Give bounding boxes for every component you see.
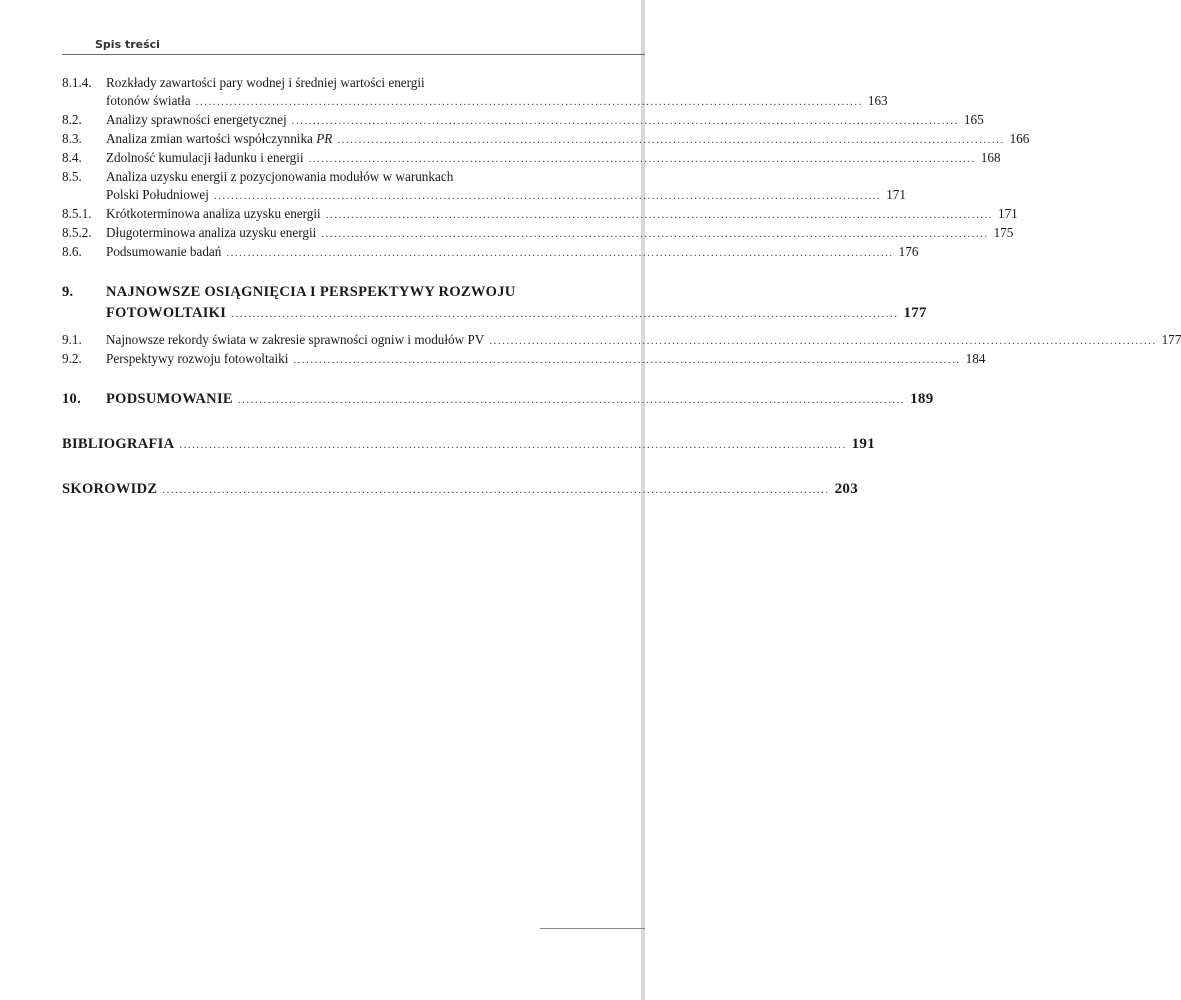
toc-title-line: Rozkłady zawartości pary wodnej i średniej wartości energii (106, 75, 425, 90)
toc-number: 8.4. (62, 150, 82, 165)
toc-number: 9.1. (62, 332, 82, 347)
toc-title-line: FOTOWOLTAIKI (106, 305, 227, 321)
dot-leader: ............................................................................................................................................................. (308, 153, 976, 165)
toc-title: PODSUMOWANIE (106, 391, 233, 407)
toc-entry-8-5-2[interactable] (62, 224, 1014, 243)
toc-entry-8-6[interactable] (62, 243, 919, 262)
toc-title: Krótkoterminowa analiza uzysku energii (106, 206, 321, 221)
toc-title-line: Polski Południowej (106, 187, 209, 202)
toc-number: 9.2. (62, 351, 82, 366)
toc-title: Perspektywy rozwoju fotowoltaiki (106, 351, 289, 366)
dot-leader: ............................................................................................................................................................. (231, 308, 899, 320)
toc-title: Długoterminowa analiza uzysku energii (106, 225, 317, 240)
toc-page: 177 (1161, 332, 1181, 347)
toc-entry-9-1[interactable] (62, 331, 1181, 350)
dot-leader: ............................................................................................................................................................. (291, 115, 959, 127)
toc-number: 8.3. (62, 131, 82, 146)
toc-title-italic: PR (316, 131, 333, 146)
dot-leader: ............................................................................................................................................................. (226, 247, 894, 259)
toc-title-line: NAJNOWSZE OSIĄGNIĘCIA I PERSPEKTYWY ROZWOJU (106, 284, 516, 300)
dot-leader: ............................................................................................................................................................. (321, 228, 989, 240)
dot-leader: ............................................................................................................................................................. (213, 190, 882, 202)
toc-entry-9-2[interactable] (62, 350, 986, 369)
toc-title-line: Analiza uzysku energii z pozycjonowania modułów w warunkach (106, 169, 454, 184)
toc-number: 9. (62, 284, 74, 300)
toc-title (106, 130, 332, 148)
toc-page: 175 (993, 225, 1014, 240)
toc-chapter-10[interactable] (62, 389, 934, 411)
table-of-contents (62, 74, 1181, 501)
toc-page: 165 (963, 112, 984, 127)
toc-title: Najnowsze rekordy świata w zakresie sprawności ogniw i modułów PV (106, 332, 485, 347)
dot-leader: ............................................................................................................................................................. (489, 335, 1157, 347)
dot-leader: ............................................................................................................................................................. (237, 394, 906, 406)
toc-chapter-9[interactable] (62, 282, 927, 325)
toc-page: 176 (898, 244, 919, 259)
toc-page: 189 (910, 391, 934, 407)
toc-page: 177 (903, 305, 927, 321)
dot-leader: ............................................................................................................................................................. (195, 96, 863, 108)
toc-title: BIBLIOGRAFIA (62, 436, 175, 452)
toc-page: 171 (886, 187, 906, 202)
toc-number: 8.6. (62, 244, 82, 259)
toc-title: Analizy sprawności energetycznej (106, 112, 287, 127)
toc-title: SKOROWIDZ (62, 481, 158, 497)
toc-number: 8.1.4. (62, 75, 92, 90)
toc-page: 168 (980, 150, 1001, 165)
toc-page: 171 (997, 206, 1018, 221)
toc-index[interactable] (62, 479, 859, 501)
toc-page: 184 (965, 351, 986, 366)
toc-entry-8-4[interactable] (62, 149, 1001, 168)
toc-number: 8.5.2. (62, 225, 92, 240)
toc-number: 10. (62, 391, 82, 407)
toc-entry-8-2[interactable] (62, 111, 984, 130)
toc-title-line: fotonów światła (106, 93, 191, 108)
toc-title-text: Analiza zmian wartości współczynnika (106, 131, 317, 146)
dot-leader: ............................................................................................................................................................. (325, 209, 993, 221)
running-header: Spis treści (95, 38, 160, 51)
footer-rule (540, 928, 645, 929)
toc-title: Podsumowanie badań (106, 244, 222, 259)
toc-title: Zdolność kumulacji ładunku i energii (106, 150, 304, 165)
toc-bibliography[interactable] (62, 434, 876, 456)
toc-entry-8-3[interactable] (62, 130, 1030, 149)
toc-entry-8-1-4[interactable] (62, 74, 888, 111)
toc-page: 166 (1009, 131, 1030, 146)
dot-leader: ............................................................................................................................................................. (179, 439, 847, 451)
dot-leader: ............................................................................................................................................................. (162, 484, 830, 496)
dot-leader: ............................................................................................................................................................. (337, 134, 1005, 146)
toc-number: 8.2. (62, 112, 82, 127)
toc-entry-8-5[interactable] (62, 168, 906, 205)
header-rule (62, 54, 645, 55)
toc-page: 191 (851, 436, 876, 452)
toc-number: 8.5.1. (62, 206, 92, 221)
toc-number: 8.5. (62, 169, 82, 184)
toc-page: 163 (867, 93, 888, 108)
toc-page: 203 (834, 481, 859, 497)
toc-entry-8-5-1[interactable] (62, 205, 1018, 224)
dot-leader: ............................................................................................................................................................. (293, 354, 961, 366)
